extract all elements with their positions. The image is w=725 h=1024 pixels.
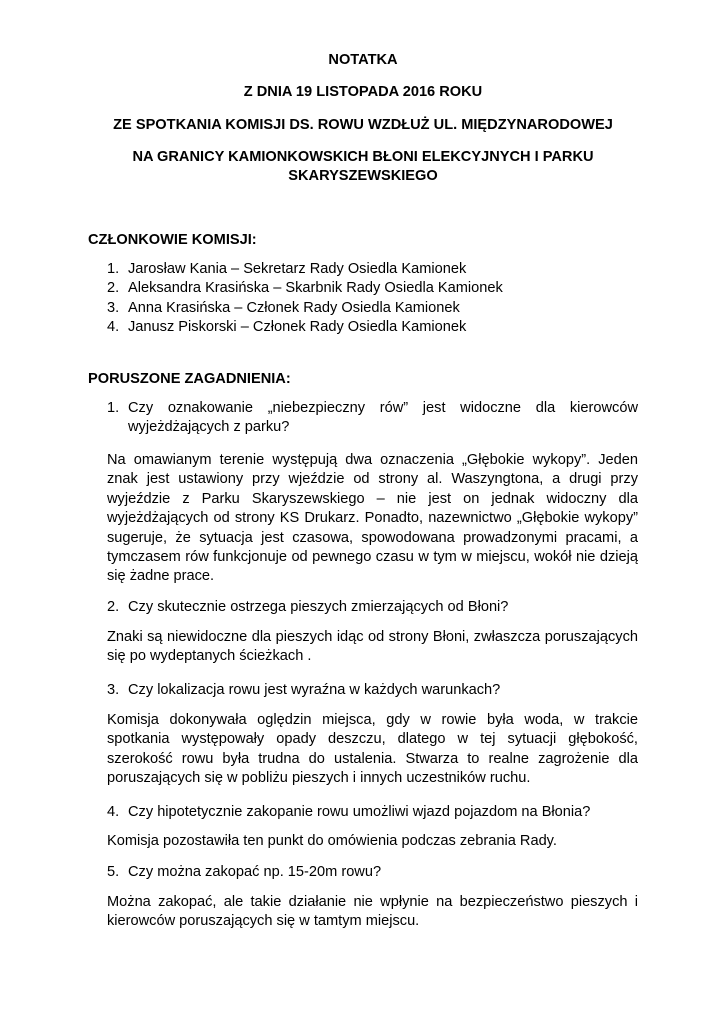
question-item <box>88 863 638 882</box>
list-item-text: Jarosław Kania – Sekretarz Rady Osiedla Kamionek <box>128 261 467 277</box>
list-item <box>88 318 638 337</box>
question-number: 2. <box>107 599 120 615</box>
answer-text: Znaki są niewidoczne dla pieszych idąc od strony Błoni, zwłaszcza poruszających się po wydeptanych ścieżkach . <box>107 629 638 665</box>
answer-text: Komisja pozostawiła ten punkt do omówienia podczas zebrania Rady. <box>107 833 557 849</box>
list-item-number: 3. <box>107 299 120 316</box>
document-subject: ZE SPOTKANIA KOMISJI DS. ROWU WZDŁUŻ UL. MIĘDZYNARODOWEJ <box>113 117 613 133</box>
question-item <box>88 681 638 700</box>
list-item <box>88 260 638 279</box>
list-item-text: Aleksandra Krasińska – Skarbnik Rady Osiedla Kamionek <box>128 280 503 297</box>
answer-text: Komisja dokonywała oględzin miejsca, gdy w rowie była woda, w trakcie spotkania występowały opady deszczu, dlatego w tej sytuacji głębokość, szerokość rowu była trudna do ustalenia. Stwarza to realne zagrożenie dla poruszających się w pobliżu pieszych i innych uczestników ruchu. <box>107 712 638 787</box>
answer-text: Można zakopać, ale takie działanie nie wpłynie na bezpieczeństwo pieszych i kierowców poruszających się w tamtym miejscu. <box>107 894 638 930</box>
question-item <box>88 399 638 438</box>
question-item <box>88 803 638 822</box>
document-date: Z DNIA 19 LISTOPADA 2016 ROKU <box>243 84 483 100</box>
question-text: Czy lokalizacja rowu jest wyraźna w każdych warunkach? <box>128 682 501 698</box>
list-item-text: Anna Krasińska – Członek Rady Osiedla Kamionek <box>128 299 460 316</box>
members-list <box>88 260 638 337</box>
question-text: Czy skutecznie ostrzega pieszych zmierzających od Błoni? <box>128 599 509 615</box>
question-number: 5. <box>107 864 120 880</box>
question-number: 1. <box>107 400 120 416</box>
question-number: 4. <box>107 804 120 820</box>
question-text: Czy oznakowanie „niebezpieczny rów” jest widoczne dla kierowców wyjeżdżających z parku? <box>128 400 638 436</box>
document-title: NOTATKA <box>328 52 398 68</box>
question-item <box>88 598 638 617</box>
list-item-number: 1. <box>107 261 120 277</box>
members-heading: CZŁONKOWIE KOMISJI: <box>88 232 257 248</box>
question-text: Czy hipotetycznie zakopanie rowu umożliwi wjazd pojazdom na Błonia? <box>128 804 591 820</box>
document-location: NA GRANICY KAMIONKOWSKICH BŁONI ELEKCYJNYCH I PARKU SKARYSZEWSKIEGO <box>132 149 594 185</box>
issues-heading: PORUSZONE ZAGADNIENIA: <box>88 371 291 387</box>
list-item-number: 2. <box>107 280 120 297</box>
list-item <box>88 279 638 298</box>
answer-text: Na omawianym terenie występują dwa oznaczenia „Głębokie wykopy”. Jeden znak jest ustawiony przy wjeździe od strony al. Waszyngtona, a drugi przy wyjeździe z Parku Skaryszewskiego – nie jest on jednak widoczny dla wyjeżdżających od strony KS Drukarz. Ponadto, nazewnictwo „Głębokie wykopy” sugeruje, że sytuacja jest czasowa, spowodowana prowadzonymi pracami, a tymczasem rów funkcjonuje od pewnego czasu w tym w miejscu, wokół nie dzieją się żadne prace. <box>107 452 638 585</box>
question-number: 3. <box>107 682 120 698</box>
list-item-number: 4. <box>107 318 120 335</box>
list-item-text: Janusz Piskorski – Członek Rady Osiedla Kamionek <box>128 318 467 335</box>
list-item <box>88 299 638 318</box>
question-text: Czy można zakopać np. 15-20m rowu? <box>128 864 382 880</box>
